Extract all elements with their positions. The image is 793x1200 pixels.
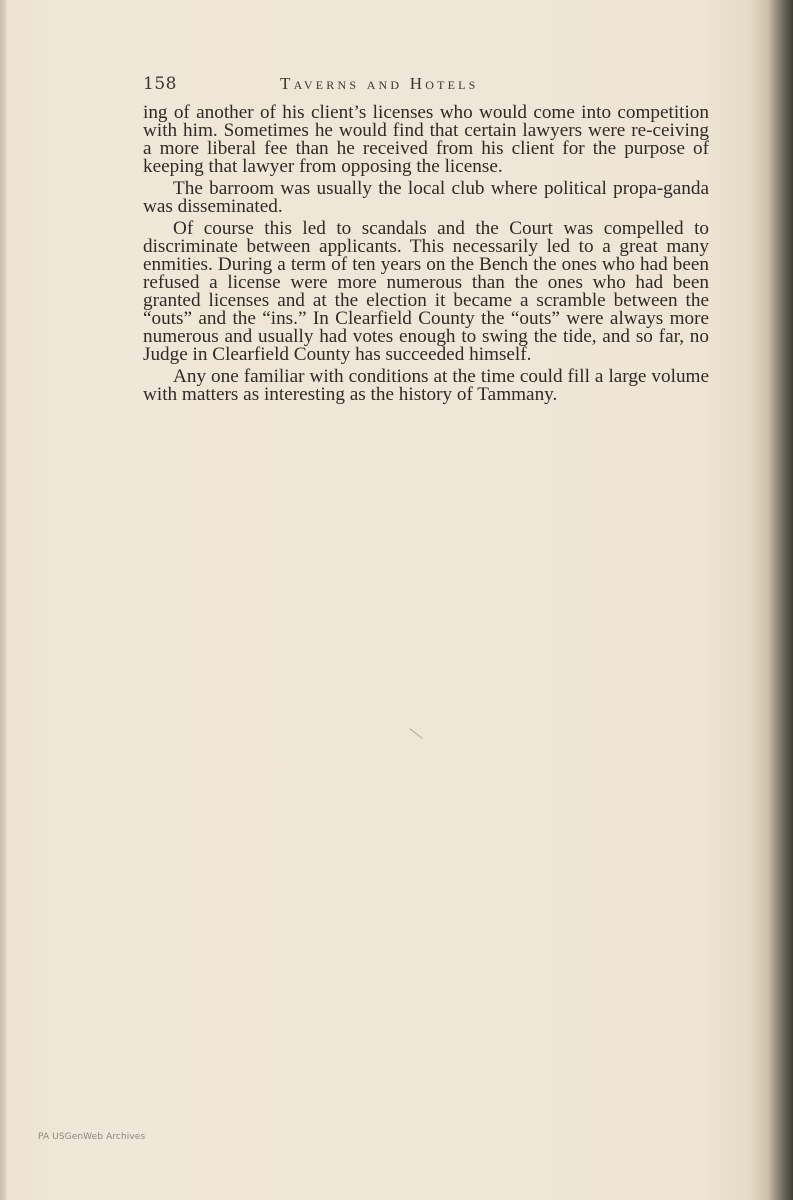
paragraph-3: Of course this led to scandals and the Court was compelled to discriminate between applicants. This necessarily led to a great many enmities. During a term of ten years on the Bench the ones who had been refused a license were more numerous than the ones who had been granted licenses and at the election it became a scramble between the “outs” and the “ins.” In Clearfield County the “outs” were always more numerous and usually had votes enough to swing the tide, and so far, no Judge in Clearfield County has succeeded himself. (143, 218, 709, 365)
paper-mark (409, 728, 422, 739)
paragraph-1: ing of another of his client’s licenses who would come into competition with him. Sometimes he would find that certain lawyers were re-ceiving a more liberal fee than he received from his client for the purpose of keeping that lawyer from opposing the license. (143, 102, 709, 177)
body-text (143, 104, 709, 409)
paragraph-2: The barroom was usually the local club where political propa-ganda was disseminated. (143, 178, 709, 218)
paragraph-4: Any one familiar with conditions at the time could fill a large volume with matters as interesting as the history of Tammany. (143, 366, 709, 406)
page-left-edge (0, 0, 6, 1200)
archive-credit: PA USGenWeb Archives (38, 1132, 146, 1142)
running-head (143, 74, 709, 98)
running-title: Taverns and Hotels (280, 74, 479, 93)
page-number: 158 (143, 74, 177, 94)
